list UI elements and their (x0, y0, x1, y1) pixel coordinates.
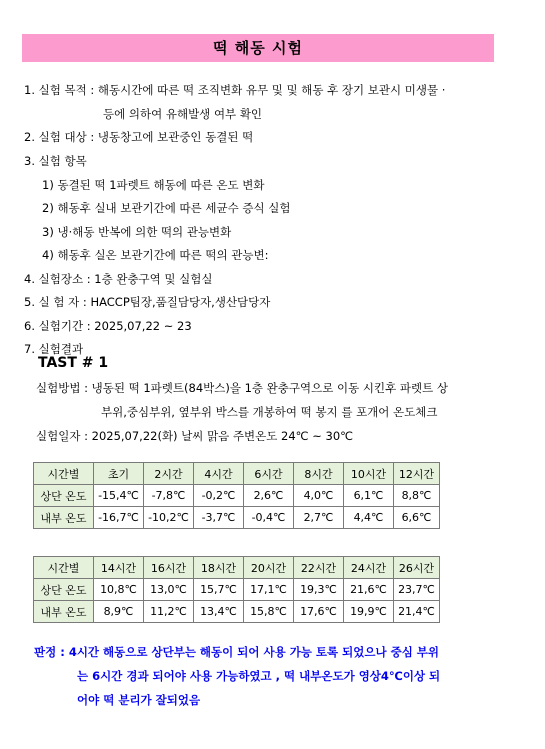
table-cell: 15,7℃ (194, 579, 244, 601)
header-cell: 2시간 (144, 463, 194, 485)
subitem-1: 1) 동결된 떡 1파렛트 해동에 따른 온도 변화 (42, 178, 265, 192)
table-cell: 19,9℃ (344, 601, 394, 623)
header-cell: 12시간 (394, 463, 440, 485)
header-cell: 시간별 (34, 557, 94, 579)
table-cell: 4,0℃ (294, 485, 344, 507)
method-line-2: 부위,중심부위, 옆부위 박스를 개봉하여 떡 봉지 를 포개어 온도체크 (101, 405, 438, 419)
table-cell: 8,8℃ (394, 485, 440, 507)
header-cell: 시간별 (34, 463, 94, 485)
table-cell: 21,4℃ (394, 601, 440, 623)
table-cell: 4,4℃ (344, 507, 394, 529)
item-subject: 2. 실험 대상 : 냉동창고에 보관중인 동결된 떡 (24, 130, 254, 144)
table-cell: 2,6℃ (244, 485, 294, 507)
header-cell: 22시간 (294, 557, 344, 579)
table-row (34, 579, 440, 601)
subitem-3: 3) 냉·해동 반복에 의한 떡의 관능변화 (42, 225, 232, 239)
table-cell: 13,4℃ (194, 601, 244, 623)
verdict-line-1: 판정 : 4시간 해동으로 상단부는 해동이 되어 사용 가능 토록 되었으나 중심 부위 (34, 645, 440, 659)
test-date: 실험일자 : 2025,07,22(화) 날씨 맑음 주변온도 24℃ ~ 30℃ (36, 429, 354, 443)
results-table-2 (33, 556, 440, 623)
tast-label: TAST # 1 (38, 355, 109, 371)
verdict-line-2: 는 6시간 경과 되어야 사용 가능하였고 , 떡 내부온도가 영상4℃이상 되 (77, 669, 441, 683)
table-header-row (34, 463, 440, 485)
table-cell: 10,8℃ (94, 579, 144, 601)
subitem-4: 4) 해동후 실온 보관기간에 따른 떡의 관능변: (42, 248, 269, 262)
subitem-2: 2) 해동후 실내 보관기간에 따른 세균수 증식 실험 (42, 201, 291, 215)
item-results: 7. 실험결과 (24, 342, 84, 356)
header-cell: 24시간 (344, 557, 394, 579)
header-cell: 16시간 (144, 557, 194, 579)
item-purpose: 1. 실험 목적 : 해동시간에 따른 떡 조직변화 유무 및 및 해동 후 장기 보관시 미생물 · (24, 83, 446, 97)
row-label: 내부 온도 (34, 507, 94, 529)
row-label: 상단 온도 (34, 485, 94, 507)
table-cell: 19,3℃ (294, 579, 344, 601)
table-cell: 6,6℃ (394, 507, 440, 529)
table-row (34, 601, 440, 623)
header-cell: 20시간 (244, 557, 294, 579)
method-line-1: 실험방법 : 냉동된 떡 1파렛트(84박스)을 1층 완충구역으로 이동 시킨후 파렛트 상 (36, 381, 448, 395)
table-cell: -10,2℃ (144, 507, 194, 529)
table-cell: 21,6℃ (344, 579, 394, 601)
table-cell: -0,2℃ (194, 485, 244, 507)
table-cell: 13,0℃ (144, 579, 194, 601)
item-period: 6. 실험기간 : 2025,07,22 ~ 23 (24, 319, 192, 333)
header-cell: 6시간 (244, 463, 294, 485)
header-cell: 초기 (94, 463, 144, 485)
page-title: 떡 해동 시험 (22, 34, 494, 62)
item-test-items: 3. 실험 항목 (24, 154, 87, 168)
item-purpose-cont: 등에 의하여 유해발생 여부 확인 (103, 107, 263, 121)
table-cell: 2,7℃ (294, 507, 344, 529)
item-place: 4. 실험장소 : 1층 완충구역 및 실험실 (24, 272, 213, 286)
item-tester: 5. 실 험 자 : HACCP팀장,품질담당자,생산담당자 (24, 295, 271, 309)
table-cell: -3,7℃ (194, 507, 244, 529)
table-cell: 17,6℃ (294, 601, 344, 623)
row-label: 내부 온도 (34, 601, 94, 623)
table-cell: 8,9℃ (94, 601, 144, 623)
table-cell: 11,2℃ (144, 601, 194, 623)
row-label: 상단 온도 (34, 579, 94, 601)
table-cell: -16,7℃ (94, 507, 144, 529)
table-cell: 23,7℃ (394, 579, 440, 601)
table-cell: -7,8℃ (144, 485, 194, 507)
table-cell: 17,1℃ (244, 579, 294, 601)
table-cell: 15,8℃ (244, 601, 294, 623)
header-cell: 14시간 (94, 557, 144, 579)
header-cell: 18시간 (194, 557, 244, 579)
table-header-row (34, 557, 440, 579)
table-cell: -15,4℃ (94, 485, 144, 507)
header-cell: 4시간 (194, 463, 244, 485)
table-cell: 6,1℃ (344, 485, 394, 507)
table-row (34, 485, 440, 507)
header-cell: 10시간 (344, 463, 394, 485)
results-table-1 (33, 462, 440, 529)
header-cell: 26시간 (394, 557, 440, 579)
table-row (34, 507, 440, 529)
header-cell: 8시간 (294, 463, 344, 485)
table-cell: -0,4℃ (244, 507, 294, 529)
verdict-line-3: 어야 떡 분리가 잘되었음 (77, 693, 201, 707)
